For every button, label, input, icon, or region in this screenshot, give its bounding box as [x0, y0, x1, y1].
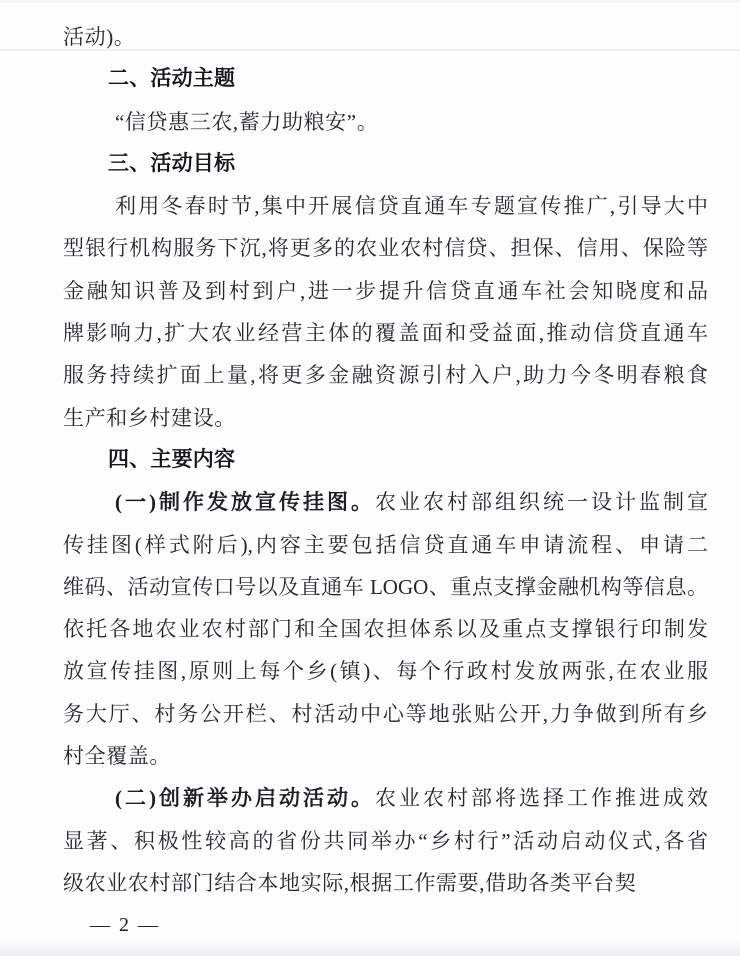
- document-body: [63, 16, 708, 904]
- para-item1-line-5: [63, 650, 708, 692]
- line-text: 服务持续扩面上量,将更多金融资源引村入户,助力今冬明春粮食: [63, 363, 708, 388]
- para-item1-line-6: [63, 693, 708, 735]
- para-item1-line-7: [63, 735, 708, 777]
- heading-activity-goals: [63, 143, 708, 185]
- para-item1-line-2: [63, 524, 708, 566]
- line-text: 利用冬春时节,集中开展信贷直通车专题宣传推广,引导大中: [115, 194, 708, 219]
- item1-bold-lead: (一)制作发放宣传挂图。: [115, 490, 375, 515]
- para-goals-line-5: [63, 354, 708, 396]
- line-text: 生产和乡村建设。: [63, 405, 236, 430]
- continuation-line: [63, 16, 708, 58]
- slogan-line: [63, 101, 708, 143]
- item2-bold-lead: (二)创新举办启动活动。: [115, 786, 375, 811]
- para-goals-line-3: [63, 270, 708, 312]
- line-text: 村全覆盖。: [63, 744, 171, 769]
- line-text: 务大厅、村务公开栏、村活动中心等地张贴公开,力争做到所有乡: [63, 701, 708, 726]
- scan-artifact-bottom: [0, 940, 740, 956]
- para-item2-line-1: [63, 777, 708, 819]
- para-goals-line-1: [63, 185, 708, 227]
- heading-text: 四、主要内容: [108, 447, 236, 471]
- heading-activity-theme: [63, 58, 708, 100]
- para-item2-line-3: [63, 862, 708, 904]
- heading-main-content: [63, 439, 708, 481]
- para-goals-line-4: [63, 312, 708, 354]
- line-text: 显著、积极性较高的省份共同举办“乡村行”活动启动仪式,各省: [63, 828, 708, 853]
- line-text: 农业农村部组织统一设计监制宣: [375, 490, 708, 515]
- line-text: 传挂图(样式附后),内容主要包括信贷直通车申请流程、申请二: [63, 532, 708, 557]
- para-item1-line-3: [63, 566, 708, 608]
- heading-text: 三、活动目标: [108, 151, 236, 175]
- heading-text: 二、活动主题: [108, 67, 236, 91]
- line-text: 依托各地农业农村部门和全国农担体系以及重点支撑银行印制发: [63, 617, 708, 642]
- line-text: 型银行机构服务下沉,将更多的农业农村信贷、担保、信用、保险等: [63, 236, 708, 261]
- para-item1-line-4: [63, 608, 708, 650]
- line-text: 活动)。: [63, 25, 136, 49]
- line-text: 农业农村部将选择工作推进成效: [375, 786, 708, 811]
- line-text: 放宣传挂图,原则上每个乡(镇)、每个行政村发放两张,在农业服: [63, 659, 708, 684]
- line-text: 金融知识普及到村到户,进一步提升信贷直通车社会知晓度和品: [63, 278, 708, 303]
- para-goals-line-2: [63, 227, 708, 269]
- para-item2-line-2: [63, 820, 708, 862]
- scan-artifact-top: [0, 0, 740, 3]
- line-text: 牌影响力,扩大农业经营主体的覆盖面和受益面,推动信贷直通车: [63, 321, 708, 346]
- line-text: 级农业农村部门结合本地实际,根据工作需要,借助各类平台契: [63, 870, 637, 895]
- para-item1-line-1: [63, 481, 708, 523]
- page-number: — 2 —: [90, 914, 160, 936]
- line-text: 维码、活动宣传口号以及直通车 LOGO、重点支撑金融机构等信息。: [63, 574, 708, 599]
- line-text: “信贷惠三农,蓄力助粮安”。: [115, 109, 379, 134]
- para-goals-line-6: [63, 397, 708, 439]
